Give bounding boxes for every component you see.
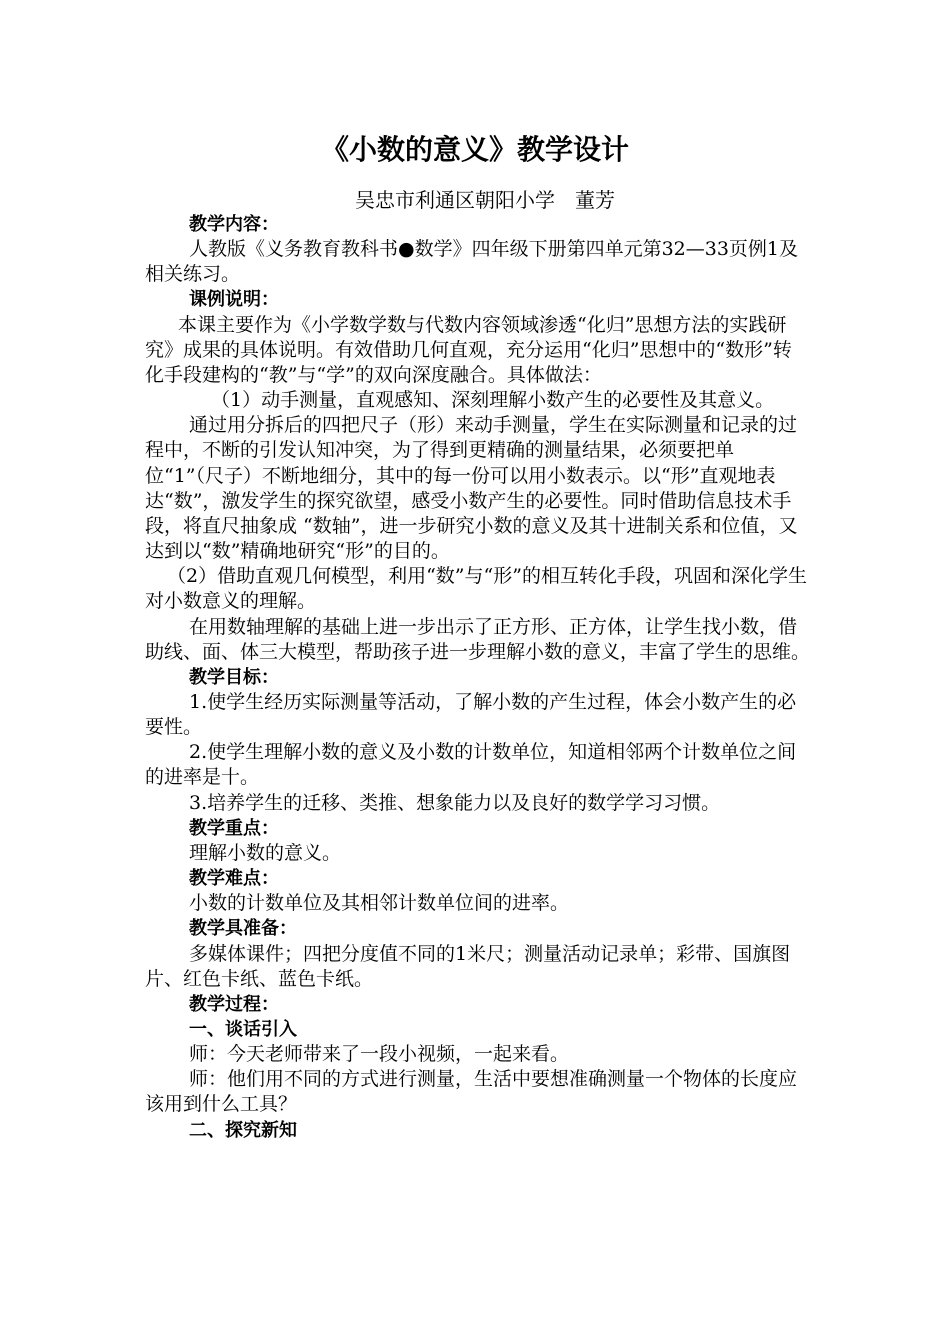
subsection-heading-intro: 一、谈话引入 bbox=[189, 1019, 297, 1040]
section-heading-lesson-notes: 课例说明： bbox=[189, 289, 279, 311]
paragraph: （1）动手测量，直观感知、深刻理解小数产生的必要性及其意义。 bbox=[211, 389, 775, 412]
page-title: 《小数的意义》教学设计 bbox=[320, 133, 629, 166]
paragraph: 多媒体课件；四把分度值不同的1米尺；测量活动记录单；彩带、国旗图片、红色卡纸、蓝色卡纸。 bbox=[145, 942, 791, 990]
paragraph: 3.培养学生的迁移、类推、想象能力以及良好的数学学习习惯。 bbox=[189, 791, 721, 814]
section-heading-objectives: 教学目标： bbox=[189, 666, 279, 688]
subsection-heading-explore: 二、探究新知 bbox=[189, 1119, 297, 1141]
section-heading-key-points: 教学重点： bbox=[189, 817, 279, 839]
paragraph: 师：今天老师带来了一段小视频，一起来看。 bbox=[189, 1043, 570, 1066]
paragraph: 小数的计数单位及其相邻计数单位间的进率。 bbox=[189, 892, 570, 915]
paragraph: 2.使学生理解小数的意义及小数的计数单位，知道相邻两个计数单位之间的进率是十。 bbox=[145, 741, 797, 789]
section-heading-content: 教学内容： bbox=[189, 214, 279, 235]
paragraph: 通过用分拆后的四把尺子（形）来动手测量，学生在实际测量和记录的过程中，不断的引发认知冲突，为了得到更精确的测量结果，必须要把单位“1”（尺子）不断地细分，其中的每一份可以用小数表示。以“形”直观地表达“数”，激发学生的探究欲望，感受小数产生的必要性。同时借助信息技术手段，将直尺抽象成 “数轴”，进一步研究小数的意义及其十进制关系和位值，又达到以“数”精确地研究“形”的目的。 bbox=[145, 414, 798, 563]
author-byline: 吴忠市利通区朝阳小学 董芳 bbox=[355, 188, 615, 212]
paragraph: 在用数轴理解的基础上进一步出示了正方形、正方体，让学生找小数，借助线、面、体三大模型，帮助孩子进一步理解小数的意义，丰富了学生的思维。 bbox=[145, 615, 811, 663]
paragraph: 师：他们用不同的方式进行测量，生活中要想准确测量一个物体的长度应该用到什么工具？ bbox=[145, 1068, 798, 1116]
paragraph: 1.使学生经历实际测量等活动，了解小数的产生过程，体会小数产生的必要性。 bbox=[145, 690, 797, 739]
paragraph: 人教版《义务教育教科书●数学》四年级下册第四单元第32—33页例1及相关练习。 bbox=[145, 238, 799, 286]
paragraph: 本课主要作为《小学数学数与代数内容领域渗透“化归”思想方法的实践研究》成果的具体说明。有效借助几何直观，充分运用“化归”思想中的“数形”转化手段建构的“教”与“学”的双向深度融合。具体做法： bbox=[145, 313, 792, 386]
section-heading-process: 教学过程： bbox=[189, 993, 279, 1015]
document-body bbox=[145, 212, 810, 1143]
paragraph: （2）借助直观几何模型，利用“数”与“形”的相互转化手段，巩固和深化学生对小数意义的理解。 bbox=[145, 565, 807, 613]
section-heading-difficulties: 教学难点： bbox=[189, 868, 279, 890]
section-heading-materials: 教学具准备： bbox=[189, 918, 297, 940]
paragraph: 理解小数的意义。 bbox=[189, 841, 342, 864]
